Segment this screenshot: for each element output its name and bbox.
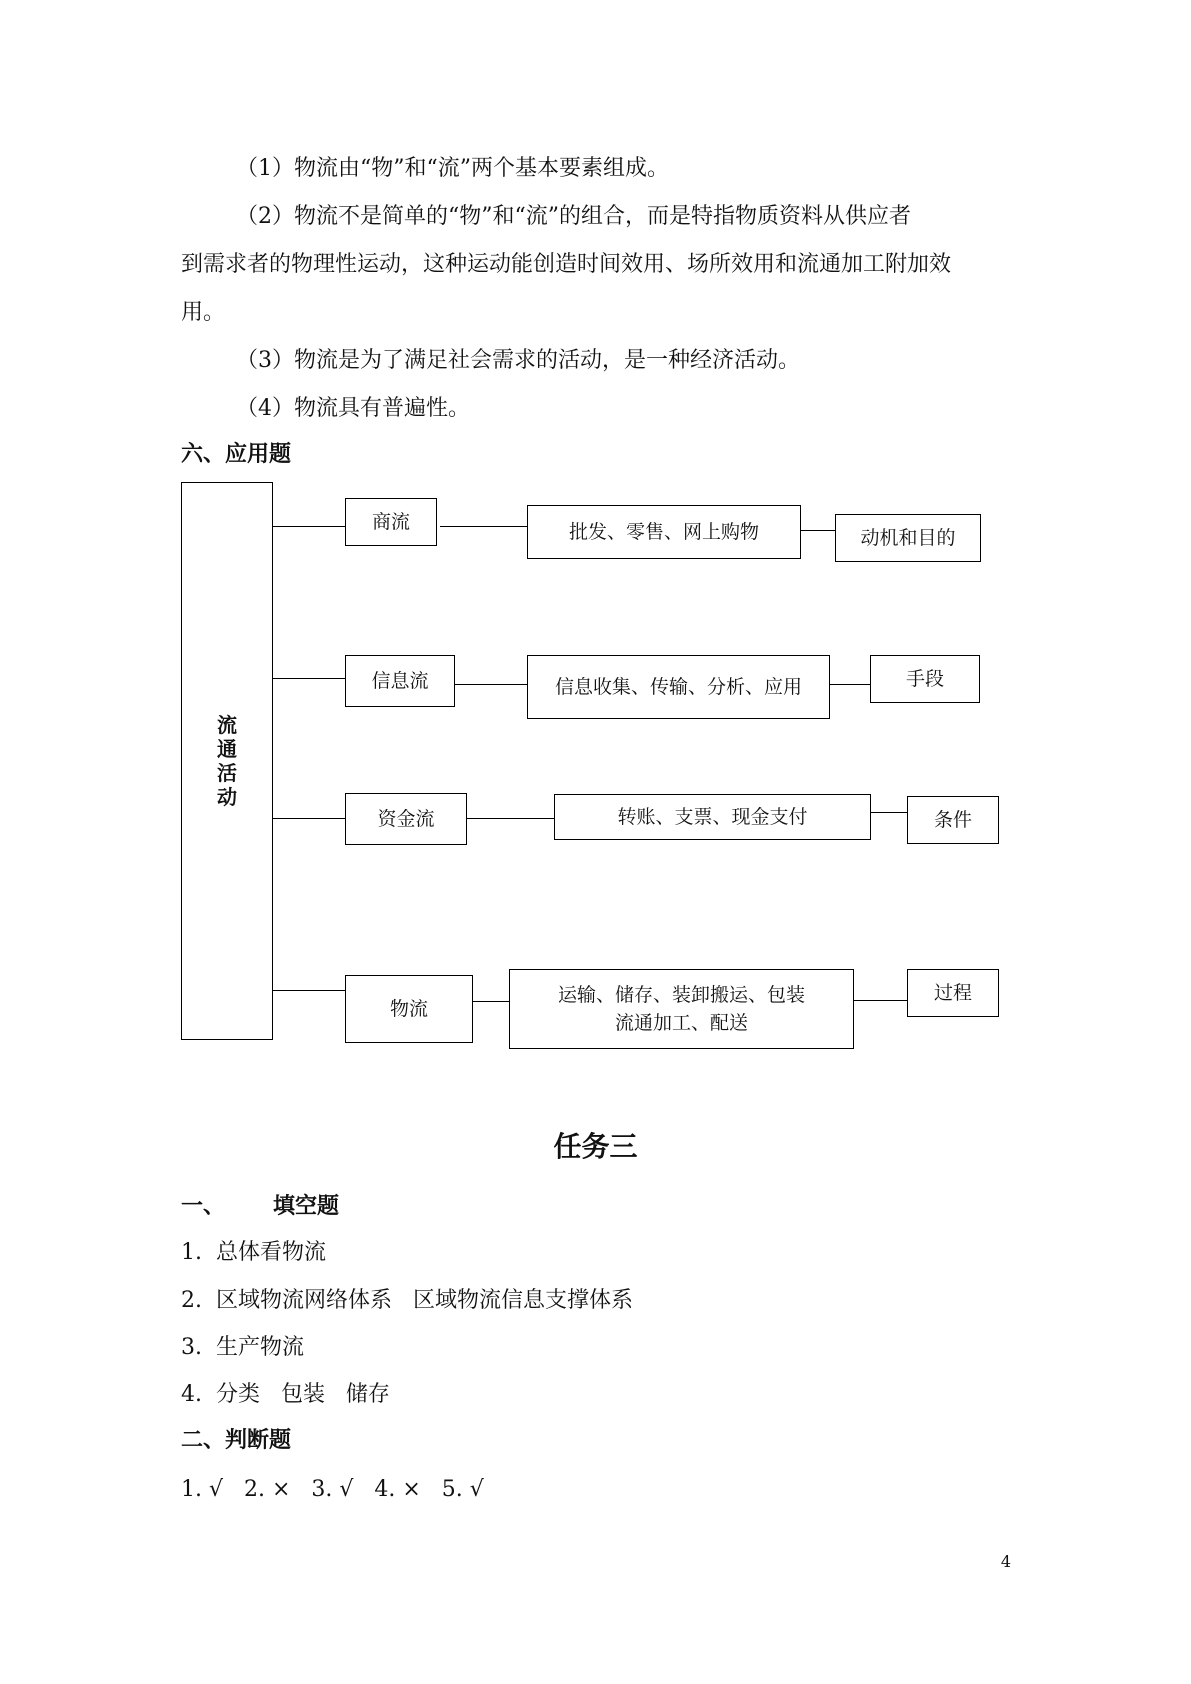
row-4-role-box [907,969,999,1017]
row-4-name-box [345,975,473,1043]
row-3-content: 转账、支票、现金支付 [617,806,808,828]
paragraph-1: （1）物流由“物”和“流”两个基本要素组成。 [236,156,669,181]
paragraph-4: （4）物流具有普遍性。 [236,396,470,421]
row-2-name: 信息流 [371,670,429,692]
row-3-content-box [554,794,871,840]
fill-blank-heading-text: 填空题 [273,1194,340,1219]
connector [455,684,527,685]
row-1-content: 批发、零售、网上购物 [568,521,759,543]
connector [440,526,527,527]
row-4-content-line-2: 流通加工、配送 [614,1012,748,1034]
fill-item-1: 1. 总体看物流 [181,1240,326,1265]
connector [273,990,345,991]
row-1-name: 商流 [371,511,410,533]
row-4-content-box [509,969,854,1049]
row-4-name: 物流 [389,998,428,1020]
connector [801,530,835,531]
fill-blank-heading [181,1192,339,1222]
row-1-role: 动机和目的 [860,527,956,549]
judge-heading: 二、判断题 [181,1428,292,1453]
row-2-role-box [870,655,980,703]
row-2-name-box [345,655,455,707]
connector [871,812,907,813]
section-6-heading: 六、应用题 [181,442,292,467]
connector [273,526,345,527]
connector [473,1001,509,1002]
row-2-role: 手段 [905,668,944,690]
row-4-role: 过程 [933,982,972,1004]
paragraph-2-line-2: 到需求者的物理性运动，这种运动能创造时间效用、场所效用和流通加工附加效 [181,252,952,277]
judge-answers: 1. √ 2. × 3. √ 4. × 5. √ [181,1477,484,1502]
task-3-title: 任务三 [553,1130,638,1163]
fill-item-3: 3. 生产物流 [181,1335,304,1360]
connector [854,1000,907,1001]
row-3-role: 条件 [933,809,972,831]
row-1-content-box [527,505,801,559]
root-box [181,482,273,1040]
row-3-name-box [345,793,467,845]
fill-item-2: 2. 区域物流网络体系 区域物流信息支撑体系 [181,1288,633,1313]
paragraph-2-line-1: （2）物流不是简单的“物”和“流”的组合，而是特指物质资料从供应者 [236,204,911,229]
row-3-name: 资金流 [377,808,435,830]
row-2-content: 信息收集、传输、分析、应用 [554,676,802,698]
row-1-role-box [835,514,981,562]
fill-blank-heading-num: 一、 [181,1194,226,1219]
paragraph-3: （3）物流是为了满足社会需求的活动，是一种经济活动。 [236,348,800,373]
paragraph-2-line-3: 用。 [181,300,226,325]
page-number: 4 [1000,1552,1011,1571]
root-label: 流通活动 [217,713,237,809]
row-2-content-box [527,655,830,719]
fill-item-4: 4. 分类 包装 储存 [181,1382,390,1407]
row-3-role-box [907,796,999,844]
connector [830,684,870,685]
connector [467,818,554,819]
row-1-name-box [345,498,437,546]
connector [273,678,345,679]
connector [273,818,345,819]
row-4-content-line-1: 运输、储存、装卸搬运、包装 [557,984,805,1006]
